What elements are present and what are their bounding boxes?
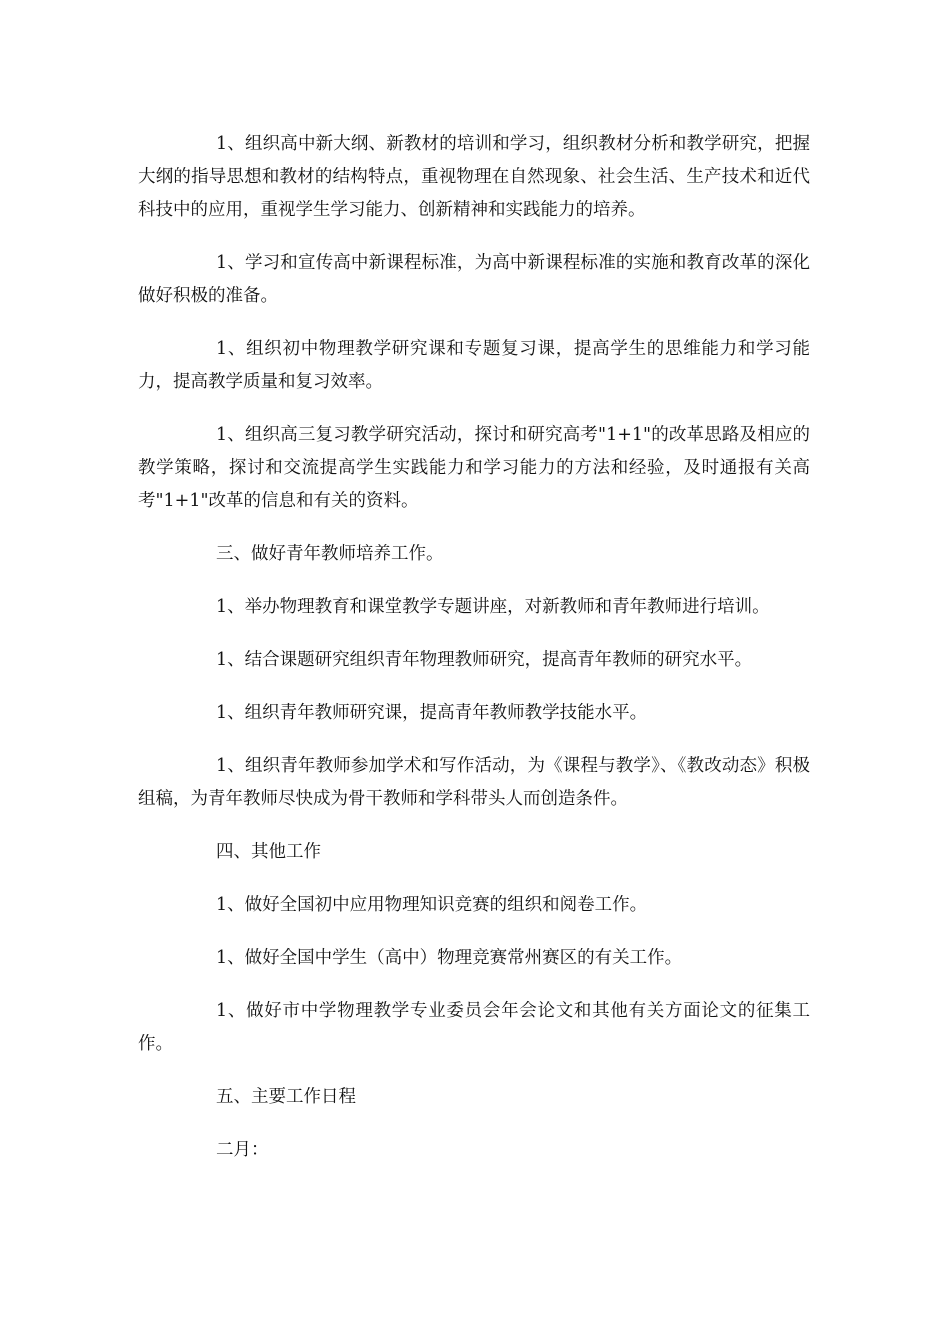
paragraph-11: 1、做好市中学物理教学专业委员会年会论文和其他有关方面论文的征集工作。 [138,1001,810,1054]
document-body [138,128,810,1187]
paragraph-5: 1、举办物理教育和课堂教学专题讲座，对新教师和青年教师进行培训。 [216,597,770,617]
paragraph-4: 1、组织高三复习教学研究活动，探讨和研究高考"1+1"的改革思路及相应的教学策略，探讨和交流提高学生实践能力和学习能力的方法和经验，及时通报有关高考"1+1"改革的信息和有关的资料。 [138,425,810,511]
paragraph-6: 1、结合课题研究组织青年物理教师研究，提高青年教师的研究水平。 [216,650,753,670]
month-heading-february: 二月： [216,1140,269,1160]
section-heading-4: 四、其他工作 [216,842,321,862]
paragraph-10: 1、做好全国中学生（高中）物理竞赛常州赛区的有关工作。 [216,948,683,968]
paragraph-9: 1、做好全国初中应用物理知识竞赛的组织和阅卷工作。 [216,895,648,915]
paragraph-7: 1、组织青年教师研究课，提高青年教师教学技能水平。 [216,703,648,723]
paragraph-2: 1、学习和宣传高中新课程标准，为高中新课程标准的实施和教育改革的深化做好积极的准备。 [138,253,810,306]
section-heading-5: 五、主要工作日程 [216,1087,356,1107]
section-heading-3: 三、做好青年教师培养工作。 [216,544,444,564]
paragraph-1: 1、组织高中新大纲、新教材的培训和学习，组织教材分析和教学研究，把握大纲的指导思想和教材的结构特点，重视物理在自然现象、社会生活、生产技术和近代科技中的应用，重视学生学习能力、创新精神和实践能力的培养。 [138,134,810,220]
paragraph-8: 1、组织青年教师参加学术和写作活动，为《课程与教学》、《教改动态》积极组稿，为青年教师尽快成为骨干教师和学科带头人而创造条件。 [138,756,810,809]
paragraph-3: 1、组织初中物理教学研究课和专题复习课，提高学生的思维能力和学习能力，提高教学质量和复习效率。 [138,339,810,392]
